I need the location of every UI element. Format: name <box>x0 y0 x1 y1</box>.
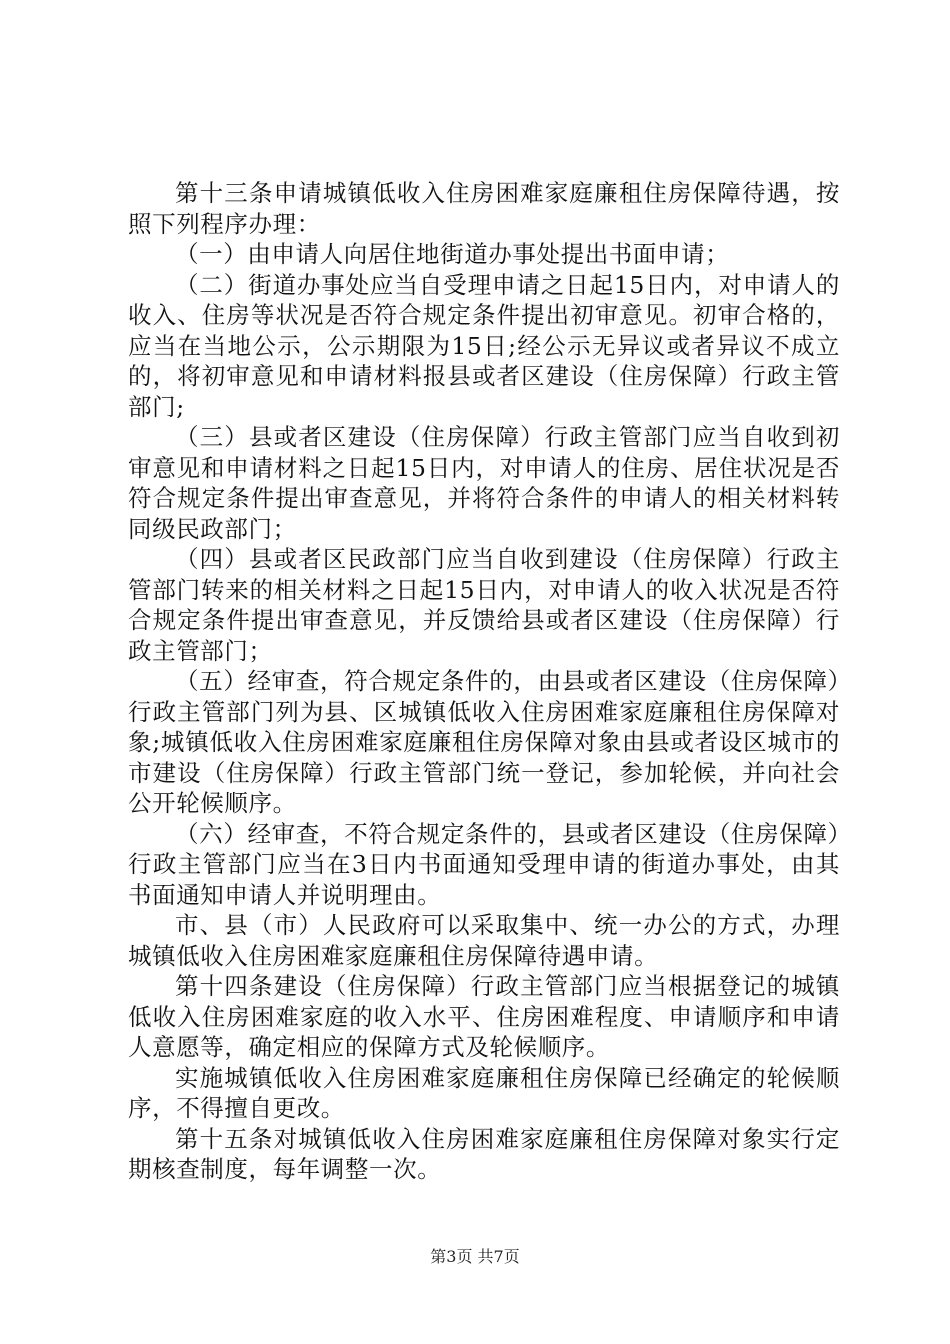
paragraph-item-5: （五）经审查，符合规定条件的，由县或者区建设（住房保障）行政主管部门列为县、区城镇低收入住房困难家庭廉租住房保障对象;城镇低收入住房困难家庭廉租住房保障对象由县或者设区城市的市建设（住房保障）行政主管部门统一登记，参加轮候，并向社会公开轮候顺序。 <box>128 667 840 817</box>
page-number: 第3页 共7页 <box>430 1247 520 1266</box>
paragraph-item-4: （四）县或者区民政部门应当自收到建设（住房保障）行政主管部门转来的相关材料之日起15日内，对申请人的收入状况是否符合规定条件提出审查意见，并反馈给县或者区建设（住房保障）行政主管部门； <box>128 545 840 665</box>
paragraph-item-6: （六）经审查，不符合规定条件的，县或者区建设（住房保障）行政主管部门应当在3日内书面通知受理申请的街道办事处，由其书面通知申请人并说明理由。 <box>128 819 840 909</box>
paragraph-article-15: 第十五条对城镇低收入住房困难家庭廉租住房保障对象实行定期核查制度，每年调整一次。 <box>128 1124 840 1183</box>
paragraph-item-1: （一）由申请人向居住地街道办事处提出书面申请； <box>175 240 730 268</box>
paragraph-article-13: 第十三条申请城镇低收入住房困难家庭廉租住房保障待遇，按照下列程序办理： <box>128 179 840 238</box>
paragraph-item-3: （三）县或者区建设（住房保障）行政主管部门应当自收到初审意见和申请材料之日起15日内，对申请人的住房、居住状况是否符合规定条件提出审查意见，并将符合条件的申请人的相关材料转同级民政部门； <box>128 423 840 543</box>
paragraph-queue-order: 实施城镇低收入住房困难家庭廉租住房保障已经确定的轮候顺序，不得擅自更改。 <box>128 1063 840 1122</box>
paragraph-item-2: （二）街道办事处应当自受理申请之日起15日内，对申请人的收入、住房等状况是否符合规定条件提出初审意见。初审合格的，应当在当地公示，公示期限为15日;经公示无异议或者异议不成立的，将初审意见和申请材料报县或者区建设（住房保障）行政主管部门; <box>128 270 840 421</box>
paragraph-article-14: 第十四条建设（住房保障）行政主管部门应当根据登记的城镇低收入住房困难家庭的收入水平、住房困难程度、申请顺序和申请人意愿等，确定相应的保障方式及轮候顺序。 <box>128 972 840 1061</box>
document-body <box>128 178 840 1185</box>
paragraph-joint-office: 市、县（市）人民政府可以采取集中、统一办公的方式，办理城镇低收入住房困难家庭廉租住房保障待遇申请。 <box>128 911 840 970</box>
